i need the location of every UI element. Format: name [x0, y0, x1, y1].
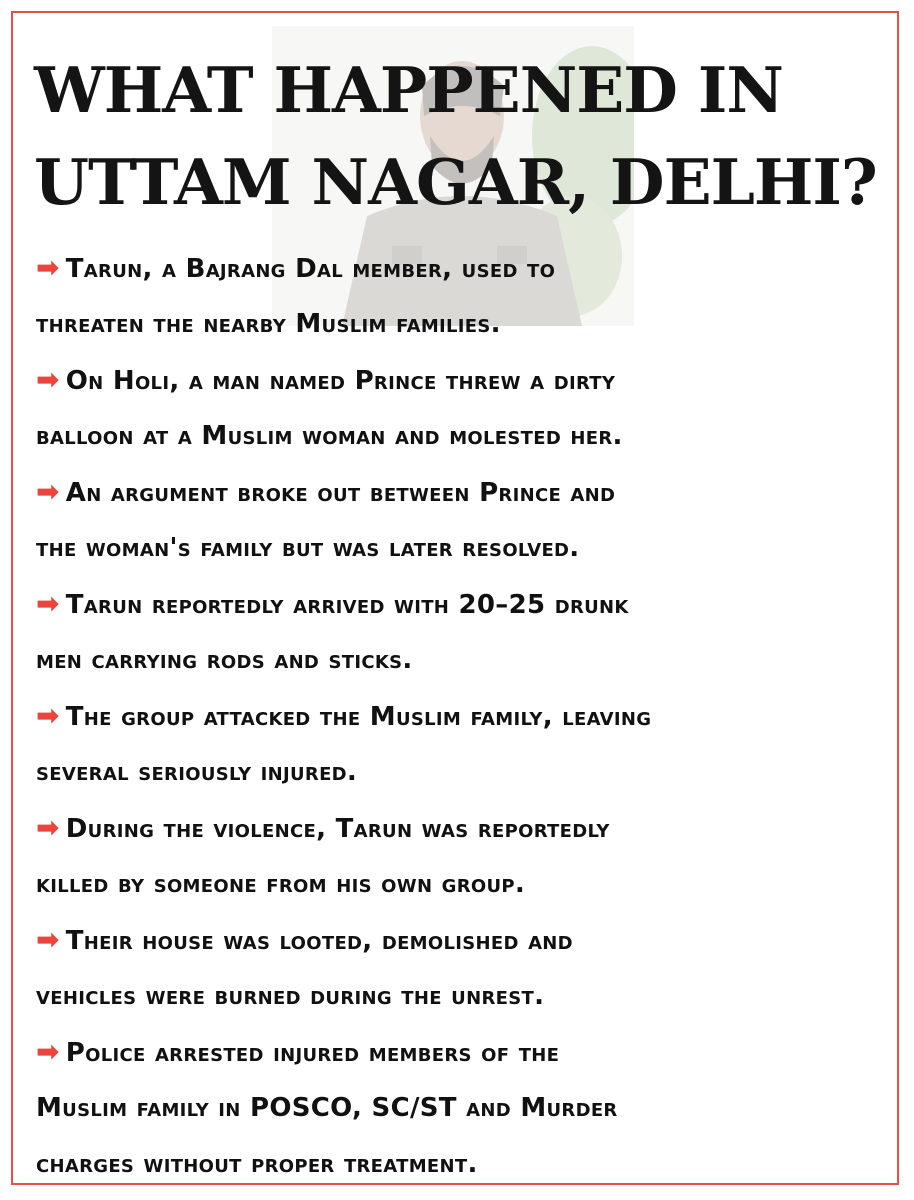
list-item — [36, 352, 898, 464]
list-item-line: the woman's family but was later resolved. — [36, 533, 580, 563]
right-arrow-icon: ➡ — [36, 251, 60, 284]
list-item-line: ➡ The group attacked the Muslim family, leaving — [36, 688, 898, 744]
list-item — [36, 576, 898, 688]
list-item-line: ➡ On Holi, a man named Prince threw a dirty — [36, 352, 898, 408]
list-item-line: ➡ Tarun reportedly arrived with 20–25 drunk — [36, 576, 898, 632]
list-item-line: ➡ Their house was looted, demolished and — [36, 912, 898, 968]
title-line-1: WHAT HAPPENED IN — [34, 53, 783, 127]
right-arrow-icon: ➡ — [36, 475, 60, 508]
list-item — [36, 1024, 898, 1179]
right-arrow-icon: ➡ — [36, 811, 60, 844]
list-item-line: charges without proper treatment. — [36, 1149, 478, 1179]
list-item-line: men carrying rods and sticks. — [36, 645, 413, 675]
list-item-line: several seriously injured. — [36, 757, 358, 787]
list-item-line: ➡ During the violence, Tarun was reportedly — [36, 800, 898, 856]
page-title — [34, 44, 877, 228]
right-arrow-icon: ➡ — [36, 1035, 60, 1068]
list-item-line: ➡ Police arrested injured members of the — [36, 1024, 898, 1080]
list-item — [36, 464, 898, 576]
list-item-line: threaten the nearby Muslim families. — [36, 309, 501, 339]
list-item-line: killed by someone from his own group. — [36, 869, 526, 899]
list-item-line: vehicles were burned during the unrest. — [36, 981, 545, 1011]
list-item — [36, 912, 898, 1024]
right-arrow-icon: ➡ — [36, 587, 60, 620]
event-points-list — [36, 240, 898, 1179]
list-item-line: Muslim family in POSCO, SC/ST and Murder — [36, 1093, 618, 1123]
list-item — [36, 688, 898, 800]
right-arrow-icon: ➡ — [36, 363, 60, 396]
right-arrow-icon: ➡ — [36, 923, 60, 956]
list-item-line: balloon at a Muslim woman and molested her. — [36, 421, 623, 451]
list-item — [36, 240, 898, 352]
right-arrow-icon: ➡ — [36, 699, 60, 732]
list-item-line: ➡ An argument broke out between Prince and — [36, 464, 898, 520]
list-item-line: ➡ Tarun, a Bajrang Dal member, used to — [36, 240, 898, 296]
list-item — [36, 800, 898, 912]
title-line-2: UTTAM NAGAR, DELHI? — [34, 145, 877, 219]
